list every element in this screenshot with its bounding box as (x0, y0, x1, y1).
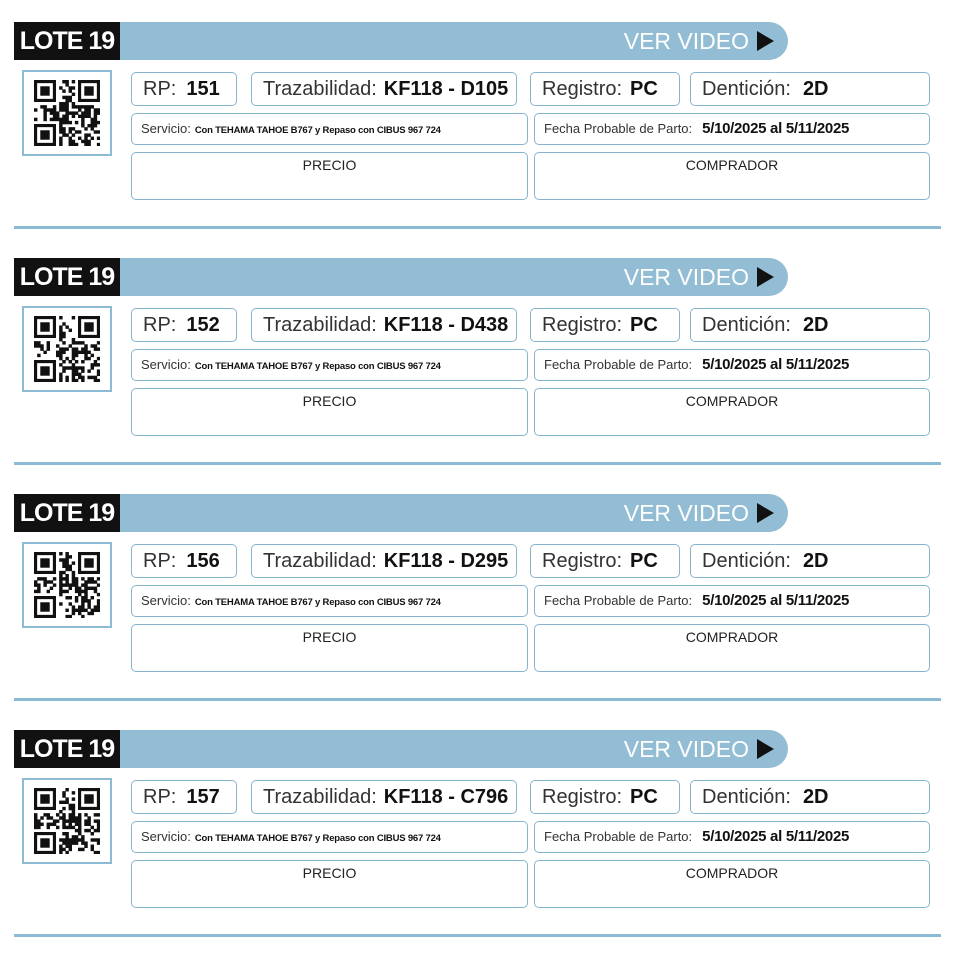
trazabilidad-label: Trazabilidad: (263, 786, 377, 808)
lot-banner (120, 494, 788, 532)
comprador-input[interactable] (534, 624, 930, 672)
section-divider (14, 934, 941, 937)
fecha-parto-field (534, 585, 930, 617)
registro-value: PC (630, 550, 658, 572)
lot-number-badge: LOTE 19 (14, 494, 120, 532)
ver-video-button[interactable] (624, 258, 774, 296)
lot-banner (120, 730, 788, 768)
play-icon (757, 739, 774, 759)
rp-field (131, 308, 237, 342)
precio-label: PRECIO (302, 157, 357, 173)
qr-code-graphic (34, 80, 100, 146)
precio-input[interactable] (131, 152, 528, 200)
rp-field (131, 780, 237, 814)
denticion-label: Dentición: (702, 78, 791, 100)
denticion-value: 2D (802, 786, 829, 808)
precio-input[interactable] (131, 860, 528, 908)
denticion-value: 2D (802, 78, 829, 100)
registro-field (530, 544, 680, 578)
registro-label: Registro: (542, 78, 623, 100)
qr-code-graphic (34, 316, 100, 382)
fecha-parto-value: 5/10/2025 al 5/11/2025 (702, 828, 850, 845)
rp-label: RP: (143, 786, 177, 808)
lot-card (0, 708, 965, 944)
comprador-label: COMPRADOR (685, 393, 779, 409)
rp-field (131, 544, 237, 578)
qr-code-graphic (34, 788, 100, 854)
fecha-parto-label: Fecha Probable de Parto: (544, 829, 693, 844)
lot-card (0, 472, 965, 708)
fecha-parto-field (534, 821, 930, 853)
servicio-value: Con TEHAMA TAHOE B767 y Repaso con CIBUS 967 724 (194, 361, 441, 372)
section-divider (14, 462, 941, 465)
registro-label: Registro: (542, 314, 623, 336)
comprador-label: COMPRADOR (685, 157, 779, 173)
ver-video-label: VER VIDEO (623, 500, 749, 526)
lot-number-badge: LOTE 19 (14, 258, 120, 296)
play-icon (757, 267, 774, 287)
denticion-field (690, 308, 930, 342)
servicio-value: Con TEHAMA TAHOE B767 y Repaso con CIBUS 967 724 (194, 833, 441, 844)
denticion-label: Dentición: (702, 786, 791, 808)
rp-label: RP: (143, 78, 177, 100)
trazabilidad-field (251, 780, 517, 814)
rp-value: 156 (186, 550, 220, 572)
precio-label: PRECIO (302, 865, 357, 881)
servicio-field (131, 821, 528, 853)
denticion-field (690, 544, 930, 578)
comprador-label: COMPRADOR (685, 629, 779, 645)
trazabilidad-value: KF118 - D295 (383, 550, 509, 572)
fecha-parto-label: Fecha Probable de Parto: (544, 593, 693, 608)
denticion-label: Dentición: (702, 550, 791, 572)
servicio-label: Servicio: (141, 357, 191, 372)
fecha-parto-field (534, 113, 930, 145)
servicio-label: Servicio: (141, 593, 191, 608)
qr-code-icon[interactable] (22, 306, 112, 392)
servicio-label: Servicio: (141, 121, 191, 136)
servicio-field (131, 113, 528, 145)
registro-field (530, 72, 680, 106)
lot-number-badge: LOTE 19 (14, 730, 120, 768)
qr-code-graphic (34, 552, 100, 618)
servicio-field (131, 349, 528, 381)
denticion-field (690, 780, 930, 814)
trazabilidad-field (251, 72, 517, 106)
section-divider (14, 698, 941, 701)
fecha-parto-value: 5/10/2025 al 5/11/2025 (702, 120, 850, 137)
ver-video-label: VER VIDEO (623, 736, 749, 762)
rp-value: 151 (186, 78, 220, 100)
lot-number-badge: LOTE 19 (14, 22, 120, 60)
registro-value: PC (630, 314, 658, 336)
fecha-parto-label: Fecha Probable de Parto: (544, 121, 693, 136)
lot-banner (120, 22, 788, 60)
qr-code-icon[interactable] (22, 70, 112, 156)
section-divider (14, 226, 941, 229)
servicio-field (131, 585, 528, 617)
precio-input[interactable] (131, 388, 528, 436)
ver-video-button[interactable] (624, 22, 774, 60)
play-icon (757, 31, 774, 51)
lot-banner (120, 258, 788, 296)
trazabilidad-value: KF118 - C796 (383, 786, 509, 808)
precio-input[interactable] (131, 624, 528, 672)
ver-video-button[interactable] (624, 730, 774, 768)
servicio-value: Con TEHAMA TAHOE B767 y Repaso con CIBUS 967 724 (194, 125, 441, 136)
fecha-parto-field (534, 349, 930, 381)
trazabilidad-value: KF118 - D105 (383, 78, 509, 100)
registro-field (530, 308, 680, 342)
denticion-value: 2D (802, 550, 829, 572)
comprador-input[interactable] (534, 388, 930, 436)
precio-label: PRECIO (302, 629, 357, 645)
fecha-parto-value: 5/10/2025 al 5/11/2025 (702, 592, 850, 609)
fecha-parto-label: Fecha Probable de Parto: (544, 357, 693, 372)
trazabilidad-field (251, 308, 517, 342)
trazabilidad-label: Trazabilidad: (263, 550, 377, 572)
comprador-input[interactable] (534, 860, 930, 908)
registro-label: Registro: (542, 786, 623, 808)
denticion-label: Dentición: (702, 314, 791, 336)
play-icon (757, 503, 774, 523)
trazabilidad-label: Trazabilidad: (263, 78, 377, 100)
servicio-value: Con TEHAMA TAHOE B767 y Repaso con CIBUS 967 724 (194, 597, 441, 608)
rp-label: RP: (143, 314, 177, 336)
comprador-label: COMPRADOR (685, 865, 779, 881)
precio-label: PRECIO (302, 393, 357, 409)
qr-code-icon[interactable] (22, 542, 112, 628)
ver-video-button[interactable] (624, 494, 774, 532)
rp-value: 157 (186, 786, 220, 808)
denticion-field (690, 72, 930, 106)
registro-value: PC (630, 786, 658, 808)
lot-card (0, 0, 965, 236)
denticion-value: 2D (802, 314, 829, 336)
rp-field (131, 72, 237, 106)
qr-code-icon[interactable] (22, 778, 112, 864)
fecha-parto-value: 5/10/2025 al 5/11/2025 (702, 356, 850, 373)
trazabilidad-label: Trazabilidad: (263, 314, 377, 336)
trazabilidad-value: KF118 - D438 (383, 314, 509, 336)
comprador-input[interactable] (534, 152, 930, 200)
registro-value: PC (630, 78, 658, 100)
lot-card (0, 236, 965, 472)
registro-field (530, 780, 680, 814)
rp-value: 152 (186, 314, 220, 336)
ver-video-label: VER VIDEO (623, 264, 749, 290)
ver-video-label: VER VIDEO (623, 28, 749, 54)
servicio-label: Servicio: (141, 829, 191, 844)
registro-label: Registro: (542, 550, 623, 572)
trazabilidad-field (251, 544, 517, 578)
rp-label: RP: (143, 550, 177, 572)
